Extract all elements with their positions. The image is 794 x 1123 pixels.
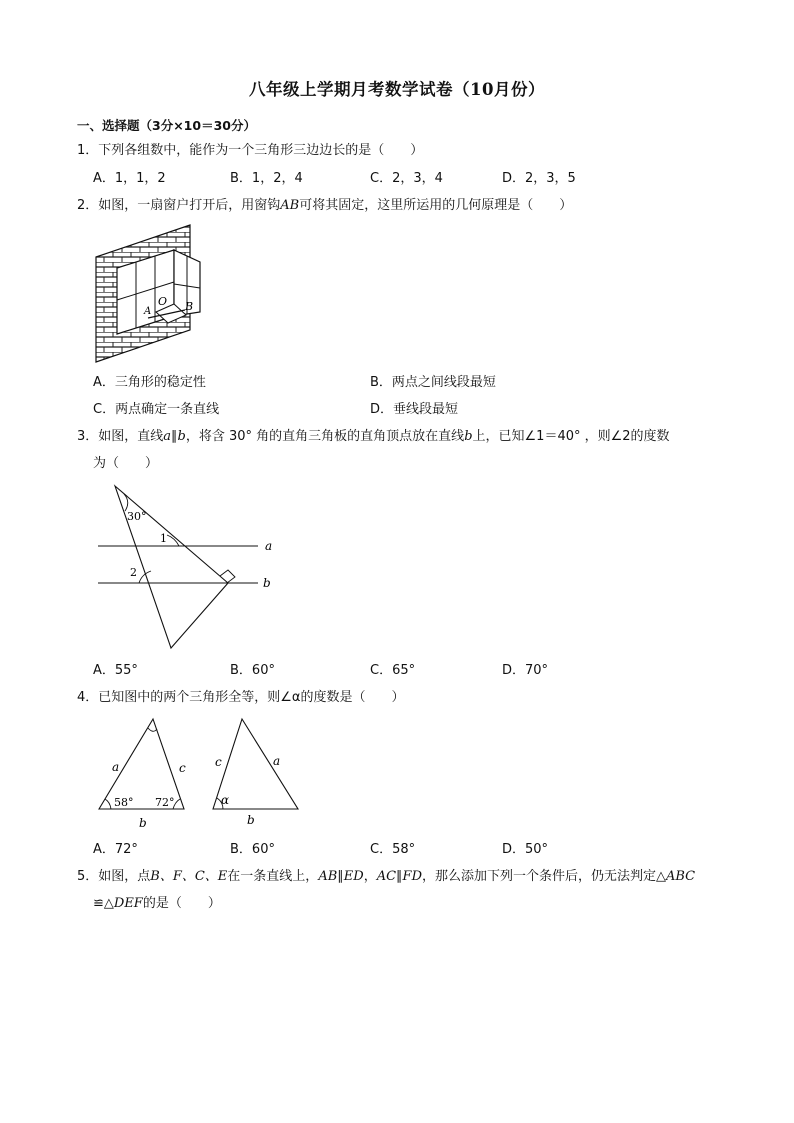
- q5-var-def: DEF: [113, 896, 143, 911]
- question-2-stem: [77, 196, 572, 216]
- window-figure: [90, 222, 210, 367]
- question-5-stem-line2: [93, 894, 221, 914]
- q2-var-ab: AB: [280, 198, 300, 213]
- q4-option-c: C．58°: [370, 842, 416, 857]
- q3-parallel: ∥: [171, 429, 178, 444]
- q2-stem-part: 2．如图，一扇窗户打开后，用窗钩: [77, 198, 281, 213]
- t1-label-c: c: [179, 761, 186, 775]
- q2-option-d: D．垂线段最短: [370, 402, 459, 417]
- q1-option-c: C．2，3，4: [370, 171, 443, 186]
- label-a: A: [144, 306, 152, 317]
- q3-option-c: C．65°: [370, 663, 416, 678]
- q2-stem-part: 可将其固定，这里所运用的几何原理是（ ）: [299, 198, 573, 213]
- q4-option-a: A．72°: [93, 842, 138, 857]
- q5-var-abc: ABC: [666, 869, 696, 884]
- section-heading: 一、选择题（3分×10＝30分）: [77, 118, 256, 133]
- t2-label-a: a: [273, 754, 281, 768]
- page-title: 八年级上学期月考数学试卷（10月份）: [249, 80, 545, 99]
- q5-var-points: B、F、C、E: [150, 869, 228, 884]
- q2-option-b: B．两点之间线段最短: [370, 375, 496, 390]
- q3-option-d: D．70°: [502, 663, 549, 678]
- q3-text: 上，已知∠1＝40° ，则∠2的度数: [472, 429, 670, 444]
- q5-var-ed: ED: [343, 869, 364, 884]
- q5-var-fd: FD: [402, 869, 422, 884]
- question-5-stem-line1: [77, 867, 695, 887]
- q5-var-ab: AB: [318, 869, 338, 884]
- q5-text: 的是（ ）: [142, 896, 221, 911]
- q4-option-d: D．50°: [502, 842, 549, 857]
- t1-label-b: b: [139, 816, 147, 830]
- q5-parallel: ∥: [396, 869, 403, 884]
- t1-label-58: 58°: [114, 796, 134, 809]
- q1-option-a: A．1，1，2: [93, 171, 166, 186]
- q3-var-b: b: [177, 429, 186, 444]
- q4-option-b: B．60°: [230, 842, 275, 857]
- q5-var-ac: AC: [376, 869, 397, 884]
- question-1-stem: 1．下列各组数中，能作为一个三角形三边边长的是（ ）: [77, 143, 424, 158]
- label-30-degree: 30°: [127, 510, 147, 523]
- label-angle-2: 2: [130, 566, 137, 579]
- question-3-stem-line1: [77, 427, 670, 447]
- q5-text: ≌△: [93, 896, 114, 911]
- q3-text: 3．如图，直线: [77, 429, 164, 444]
- question-4-stem: 4．已知图中的两个三角形全等，则∠α的度数是（ ）: [77, 690, 405, 705]
- t2-label-b: b: [247, 813, 255, 827]
- label-angle-1: 1: [160, 532, 167, 545]
- congruent-triangles-figure: [95, 715, 305, 835]
- t1-label-a: a: [112, 760, 120, 774]
- q2-option-a: A．三角形的稳定性: [93, 375, 206, 390]
- q2-option-c: C．两点确定一条直线: [93, 402, 220, 417]
- q3-text: ，将含 30° 角的直角三角板的直角顶点放在直线: [185, 429, 465, 444]
- label-line-a: a: [265, 539, 273, 553]
- t1-label-72: 72°: [155, 796, 175, 809]
- q5-text: 在一条直线上，: [227, 869, 319, 884]
- t2-label-alpha: α: [221, 793, 230, 807]
- q1-option-b: B．1，2，4: [230, 171, 303, 186]
- q5-text: ，: [363, 869, 377, 884]
- label-o: O: [158, 295, 168, 308]
- q1-option-d: D．2，3，5: [502, 171, 576, 186]
- q3-var-a: a: [163, 429, 172, 444]
- q5-parallel: ∥: [337, 869, 344, 884]
- q5-text: ，那么添加下列一个条件后，仍无法判定△: [422, 869, 666, 884]
- q3-option-a: A．55°: [93, 663, 138, 678]
- q3-option-b: B．60°: [230, 663, 275, 678]
- t2-label-c: c: [215, 755, 222, 769]
- label-line-b: b: [263, 576, 271, 590]
- q5-text: 5．如图，点: [77, 869, 151, 884]
- question-3-stem-line2: 为（ ）: [93, 456, 159, 471]
- q3-var-b: b: [464, 429, 473, 444]
- triangle-parallel-figure: [95, 483, 285, 653]
- label-b: B: [185, 300, 194, 313]
